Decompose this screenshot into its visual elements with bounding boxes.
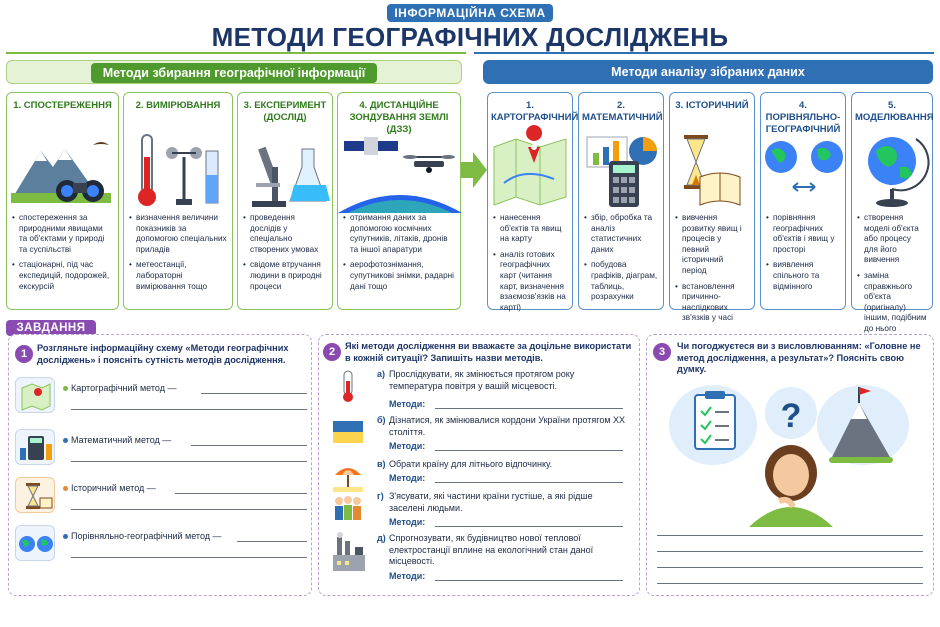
satellite-drone-icon	[338, 127, 460, 213]
answer-line[interactable]	[201, 393, 307, 394]
bullet-dot	[63, 438, 68, 443]
mountain-binoculars-icon	[7, 127, 118, 213]
answer-line[interactable]	[71, 557, 307, 558]
method-row-comparative	[15, 525, 307, 565]
method-label: Історичний метод —	[71, 483, 156, 493]
bullet-dot	[63, 486, 68, 491]
map-pin-icon	[488, 127, 572, 213]
task-1-prompt: Розгляньте інформаційну схему «Методи географічних досліджень» і поясніть сутність методів дослідження.	[37, 343, 289, 365]
item-letter: д)	[377, 533, 386, 543]
calculator-icon	[15, 429, 55, 465]
task-2-panel	[318, 334, 640, 596]
card-title: 1. СПОСТЕРЕЖЕННЯ	[13, 100, 112, 111]
methods-label: Методи:	[389, 399, 426, 409]
tasks-badge: ЗАВДАННЯ	[6, 320, 96, 336]
answer-line[interactable]	[237, 541, 307, 542]
task-3-panel	[646, 334, 934, 596]
card-item: • вивчення розвитку явищ і процесів у певний історичний період	[675, 213, 749, 277]
card-item: • свідоме втручання людини в природні процеси	[243, 260, 327, 292]
item-letter: г)	[377, 491, 384, 501]
card-comparative	[760, 92, 846, 310]
card-modeling	[851, 92, 934, 333]
answer-line[interactable]	[71, 509, 307, 510]
item-letter: в)	[377, 459, 386, 469]
bullet-dot	[63, 386, 68, 391]
situation-text: Прослідкувати, як змінюється протягом року температура повітря у вашій місцевості.	[389, 369, 575, 391]
answer-line[interactable]	[435, 408, 623, 409]
card-item: • порівняння географічних об'єктів і явищ у просторі	[766, 213, 840, 255]
card-experiment	[237, 92, 333, 310]
method-label: Математичний метод —	[71, 435, 172, 445]
situation-text: Спрогнозувати, як будівництво нової теплової електростанції вплине на екологічний стан даної місцевості.	[389, 533, 594, 566]
infographic-badge: ІНФОРМАЦІЙНА СХЕМА	[387, 4, 553, 22]
collection-heading: Методи збирання географічної інформації	[6, 60, 462, 84]
divider-left	[6, 52, 466, 54]
card-observation	[6, 92, 119, 310]
method-row-cartographic	[15, 377, 307, 417]
card-cartographic	[487, 92, 579, 312]
card-item: • аналіз готових географічних карт (читання карт, визначення взаємозв'язків на карті)	[493, 250, 567, 314]
two-globes-icon	[15, 525, 55, 561]
answer-line[interactable]	[435, 482, 623, 483]
methods-label: Методи:	[389, 473, 426, 483]
card-remote-sensing	[337, 92, 461, 310]
map-pin-icon	[15, 377, 55, 413]
situation-c	[327, 459, 635, 493]
card-item: • виявлення спільного та відмінного	[766, 260, 840, 292]
answer-line[interactable]	[191, 445, 307, 446]
card-title: 2. МАТЕМАТИЧНИЙ	[582, 100, 663, 123]
card-measurement	[123, 92, 233, 310]
card-title: 4. ДИСТАНЦІЙНЕ ЗОНДУВАННЯ ЗЕМЛІ (ДЗЗ)	[349, 100, 449, 135]
answer-line[interactable]	[175, 493, 307, 494]
card-item: • отримання даних за допомогою космічних супутників, літаків, дронів та іншої апаратури	[343, 213, 455, 255]
divider-right	[474, 52, 934, 54]
task-3-prompt: Чи погоджуєтеся ви з висловлюванням: «Головне не метод дослідження, а результат»? Поясніть свою думку.	[677, 341, 921, 374]
method-row-historical	[15, 477, 307, 517]
microscope-flask-icon	[238, 127, 332, 213]
method-label: Порівняльно-географічний метод —	[71, 531, 222, 541]
item-letter: а)	[377, 369, 386, 379]
situation-d	[327, 491, 635, 533]
bullet-dot	[63, 534, 68, 539]
people-icon	[331, 491, 365, 525]
situation-text: Обрати країну для літнього відпочинку.	[389, 459, 553, 469]
methods-label: Методи:	[389, 517, 426, 527]
answer-line[interactable]	[435, 526, 623, 527]
svg-text:?: ?	[780, 397, 802, 435]
thermometer-icon	[331, 369, 365, 403]
situation-a	[327, 369, 635, 411]
card-historical	[669, 92, 755, 323]
card-title: 1. КАРТОГРАФІЧНИЙ	[491, 100, 579, 123]
card-mathematical	[578, 92, 664, 310]
method-row-mathematical	[15, 429, 307, 469]
card-item: • нанесення об'єктів та явищ на карту	[493, 213, 567, 245]
answer-line[interactable]	[657, 535, 923, 536]
task-2-prompt: Які методи дослідження ви вважаєте за доцільне використати в кожній ситуації? Запишіть назви методів.	[345, 341, 632, 363]
card-title: 3. ЕКСПЕРИМЕНТ (ДОСЛІД)	[243, 100, 327, 123]
card-title: 3. ІСТОРИЧНИЙ	[675, 100, 749, 111]
arrow-right-icon	[461, 150, 487, 190]
answer-line[interactable]	[435, 450, 623, 451]
methods-label: Методи:	[389, 441, 426, 451]
card-item: • стаціонарні, під час експедицій, подорожей, екскурсій	[12, 260, 113, 292]
item-letter: б)	[377, 415, 386, 425]
hourglass-book-icon	[670, 127, 754, 213]
card-item: • спостереження за природними явищами та об'єктами у природі та суспільстві	[12, 213, 113, 255]
card-item: • побудова графіків, діаграм, таблиць, розрахунки	[584, 260, 658, 302]
method-label: Картографічний метод —	[71, 383, 177, 393]
task-number: 1	[15, 345, 33, 363]
situation-text: З'ясувати, які частини країни густіше, а які рідше заселені людьми.	[389, 491, 593, 513]
globe-model-icon	[852, 127, 932, 213]
card-item: • визначення величини показників за допомогою спеціальних приладів	[129, 213, 227, 255]
task-number: 2	[323, 343, 341, 361]
calculator-chart-icon	[579, 127, 663, 213]
card-item: • створення моделі об'єкта або процесу для його вивчення	[857, 213, 927, 266]
card-item: • збір, обробка та аналіз статистичних даних	[584, 213, 658, 255]
card-title: 5. МОДЕЛЮВАННЯ	[855, 100, 934, 123]
answer-line[interactable]	[435, 580, 623, 581]
card-item: • проведення дослідів у спеціально створених умовах	[243, 213, 327, 255]
beach-umbrella-icon	[331, 459, 365, 493]
ukraine-flag-icon	[331, 415, 365, 449]
card-item: • аерофотознімання, супутникові знімки, радарні дані тощо	[343, 260, 455, 292]
thermometer-weather-station-icon	[124, 127, 232, 213]
task-1-panel	[8, 334, 312, 596]
card-item: • метеостанції, лабораторні вимірювання тощо	[129, 260, 227, 292]
answer-line[interactable]	[657, 583, 923, 584]
card-item: • заміна справжнього об'єкта (оригіналу) іншим, подібним до нього	[857, 271, 927, 345]
card-title: 4. ПОРІВНЯЛЬНО-ГЕОГРАФІЧНИЙ	[765, 100, 841, 135]
hourglass-icon	[15, 477, 55, 513]
analysis-heading: Методи аналізу зібраних даних	[483, 60, 933, 84]
situation-b	[327, 415, 635, 457]
two-globes-icon	[761, 127, 845, 213]
answer-line[interactable]	[71, 409, 307, 410]
answer-line[interactable]	[657, 551, 923, 552]
power-plant-icon	[331, 533, 367, 573]
answer-line[interactable]	[71, 461, 307, 462]
situation-e	[327, 533, 635, 587]
card-title: 2. ВИМІРЮВАННЯ	[135, 100, 221, 111]
page-title: МЕТОДИ ГЕОГРАФІЧНИХ ДОСЛІДЖЕНЬ	[211, 22, 729, 52]
thinking-girl-icon	[663, 379, 919, 527]
answer-line[interactable]	[657, 567, 923, 568]
situation-text: Дізнатися, як змінювалися кордони України протягом XX століття.	[389, 415, 626, 437]
methods-label: Методи:	[389, 571, 426, 581]
task-number: 3	[653, 343, 671, 361]
card-item: • встановлення причинно-наслідкових зв'язків у часі	[675, 282, 749, 324]
